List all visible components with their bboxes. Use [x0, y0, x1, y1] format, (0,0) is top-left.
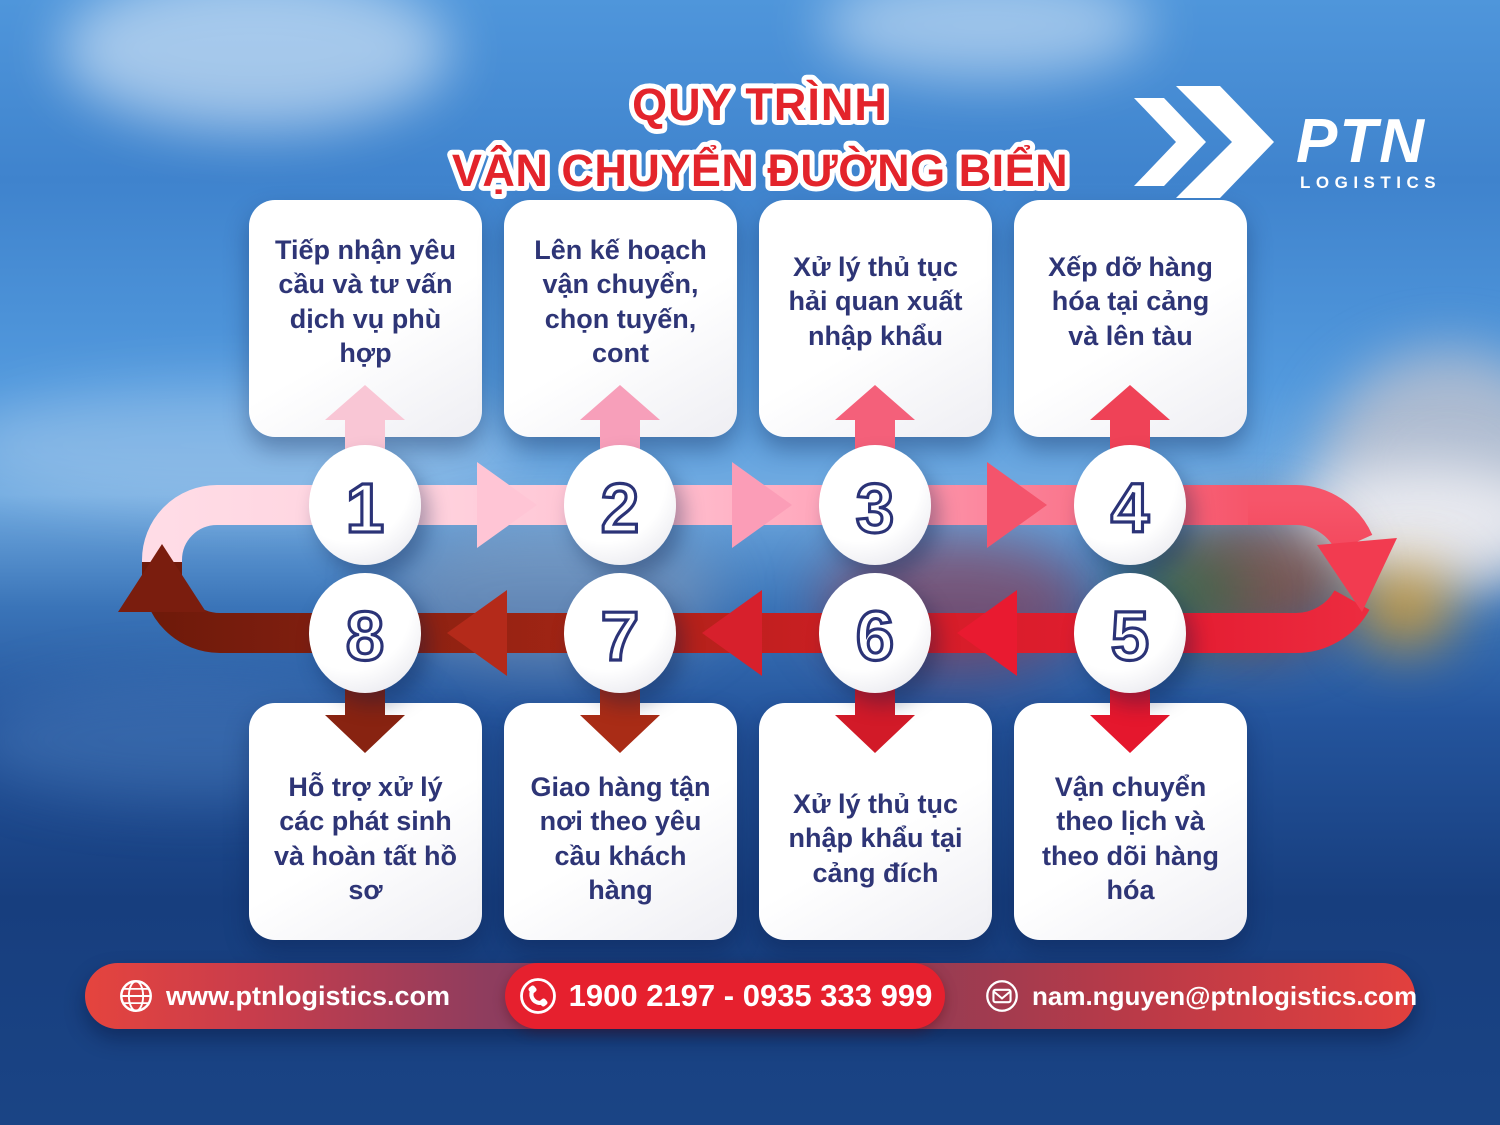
step-card-4-text: Xếp dỡ hàng hóa tại cảng và lên tàu: [1048, 252, 1213, 351]
step-circle-1: [309, 445, 421, 565]
step-number-1: 1: [345, 469, 385, 548]
website-text: www.ptnlogistics.com: [166, 980, 451, 1011]
step-circle-6: [819, 573, 931, 693]
phone-link[interactable]: [505, 963, 945, 1029]
title-line2: VẬN CHUYỂN ĐƯỜNG BIỂN: [451, 145, 1069, 196]
logo-subtitle: LOGISTICS: [1300, 173, 1442, 192]
arrowhead-2-to-3-icon: [732, 462, 792, 548]
arrowhead-3-to-4-icon: [987, 462, 1047, 548]
step-circle-8: [309, 573, 421, 693]
step-number-8: 8: [345, 597, 385, 676]
step-circle-3: [819, 445, 931, 565]
step-card-2-text: Lên kế hoạch vận chuyển, chọn tuyến, cont: [534, 234, 707, 368]
step-number-5: 5: [1110, 597, 1150, 676]
step-number-6: 6: [855, 597, 895, 676]
arrowhead-8-to-start-icon: [118, 544, 206, 612]
step-number-7: 7: [600, 597, 640, 676]
step-number-4: 4: [1110, 469, 1150, 548]
step-circle-5: [1074, 573, 1186, 693]
step-card-3-text: Xử lý thủ tục hải quan xuất nhập khẩu: [788, 252, 963, 351]
step-card-6-text: Xử lý thủ tục nhập khẩu tại cảng đích: [788, 789, 963, 888]
arrowhead-1-to-2-icon: [477, 462, 537, 548]
title-line1: QUY TRÌNH: [632, 79, 888, 130]
step-card-5-text: Vận chuyển theo lịch và theo dõi hàng hóa: [1042, 771, 1219, 905]
phone-text: 1900 2197 - 0935 333 999: [568, 978, 933, 1013]
contact-bar: [85, 963, 1418, 1029]
step-card-1-text: Tiếp nhận yêu cầu và tư vấn dịch vụ phù hợp: [274, 234, 457, 368]
logo-name: PTN: [1296, 107, 1426, 176]
phone-icon: [518, 976, 558, 1016]
arrowhead-7-to-8-icon: [447, 590, 507, 676]
logo-chevron-icon: [1134, 98, 1206, 186]
step-number-2: 2: [600, 469, 640, 548]
step-card-8-text: Hỗ trợ xử lý các phát sinh và hoàn tất hồ sơ: [273, 771, 457, 905]
step-circle-4: [1074, 445, 1186, 565]
step-number-3: 3: [855, 469, 895, 548]
email-link[interactable]: [983, 963, 1417, 1029]
arrowhead-6-to-7-icon: [702, 590, 762, 676]
step-circle-2: [564, 445, 676, 565]
step-circle-7: [564, 573, 676, 693]
step-card-7-text: Giao hàng tận nơi theo yêu cầu khách hàng: [530, 771, 711, 905]
page-title: [380, 68, 1140, 208]
email-text: nam.nguyen@ptnlogistics.com: [1032, 980, 1418, 1011]
globe-icon: [117, 977, 155, 1015]
ptn-logistics-logo: [1120, 70, 1450, 205]
mail-icon: [983, 977, 1021, 1015]
arrowhead-5-to-6-icon: [957, 590, 1017, 676]
flow-band-uturn-top: [1248, 505, 1354, 543]
website-link[interactable]: [117, 963, 450, 1029]
